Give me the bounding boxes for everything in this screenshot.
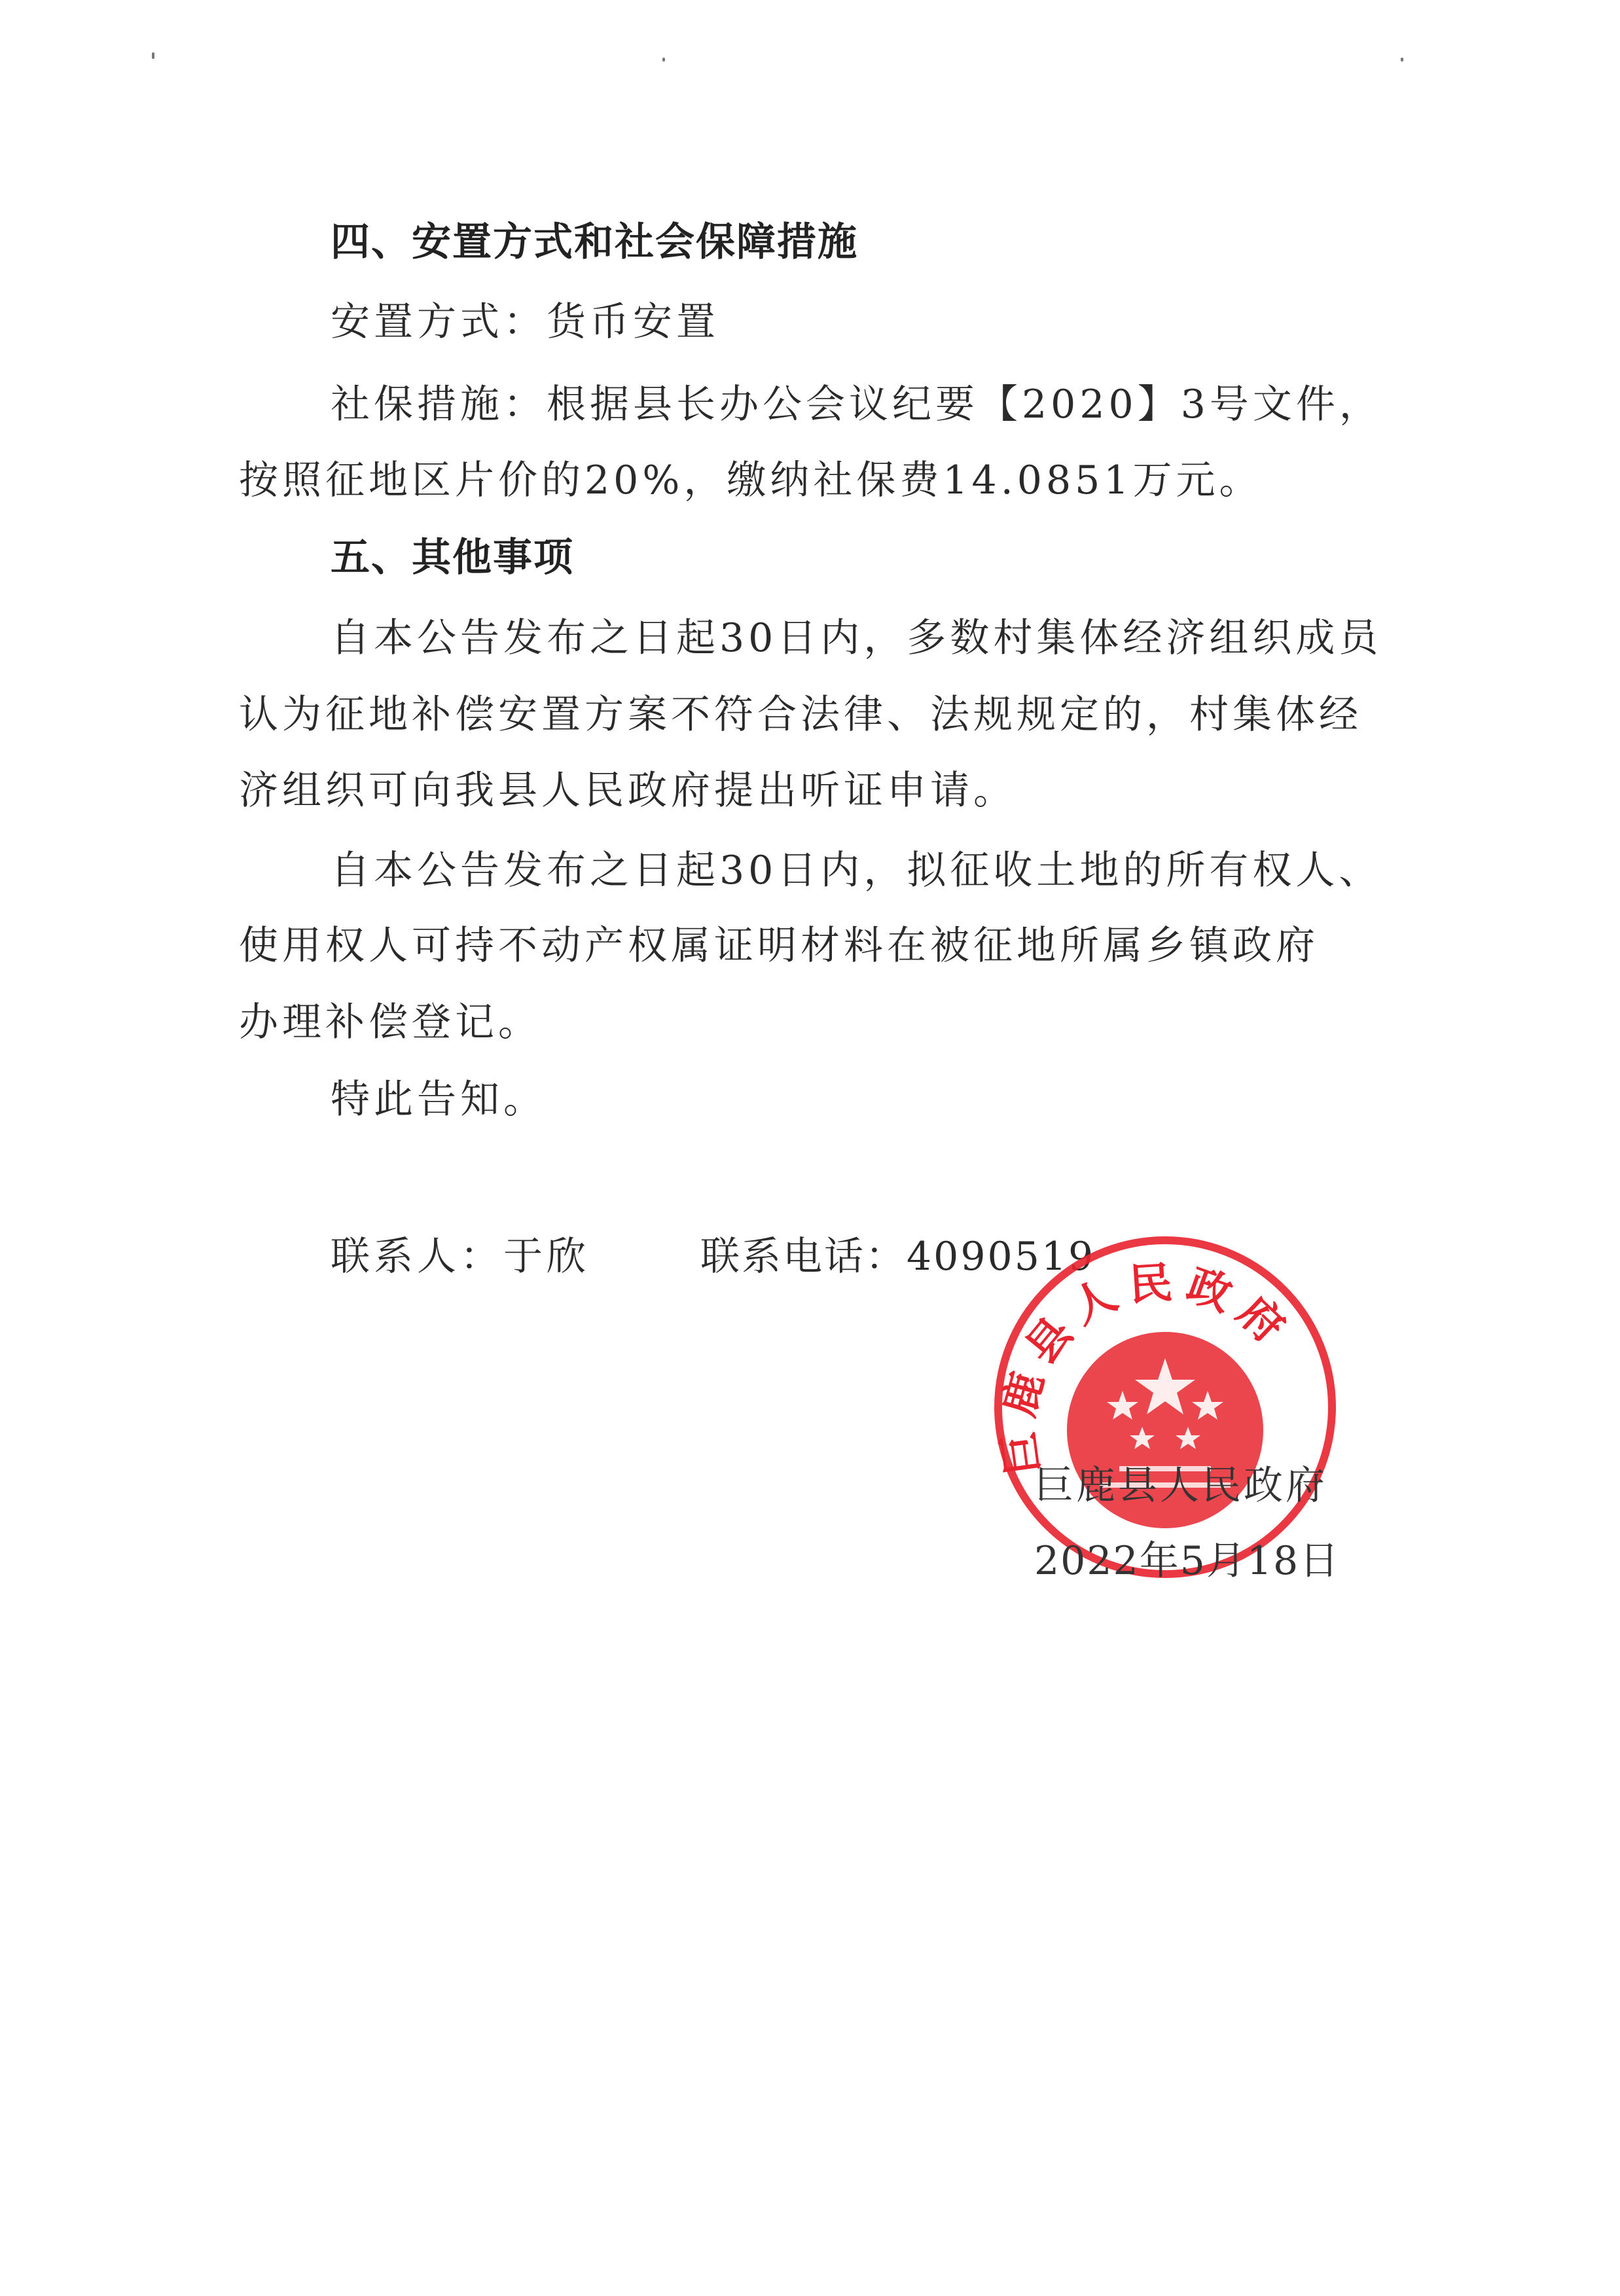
- svg-text:巨鹿县人民政府: 巨鹿县人民政府: [992, 1257, 1303, 1479]
- registration-para-line-3: 办理补偿登记。: [239, 999, 541, 1045]
- hearing-para-line-1: 自本公告发布之日起30日内，多数村集体经济组织成员: [331, 615, 1382, 661]
- scan-speck: [662, 58, 665, 62]
- issue-date: 2022年5月18日: [1034, 1538, 1341, 1584]
- scan-speck: [152, 52, 154, 59]
- resettlement-method: 安置方式：货币安置: [331, 299, 719, 345]
- closing-remark: 特此告知。: [331, 1077, 547, 1122]
- scan-speck: [1401, 58, 1403, 62]
- section-5-heading: 五、其他事项: [331, 535, 574, 581]
- section-4-heading: 四、安置方式和社会保障措施: [331, 219, 858, 265]
- hearing-para-line-2: 认为征地补偿安置方案不符合法律、法规规定的，村集体经: [239, 692, 1362, 738]
- contact-phone: 联系电话：4090519: [700, 1234, 1096, 1280]
- hearing-para-line-3: 济组织可向我县人民政府提出听证申请。: [239, 768, 1017, 814]
- official-seal-icon: [988, 1230, 1342, 1584]
- social-security-line-1: 社保措施：根据县长办公会议纪要【2020】3号文件，: [331, 382, 1382, 427]
- registration-para-line-2: 使用权人可持不动产权属证明材料在被征地所属乡镇政府: [239, 923, 1319, 969]
- issuer-name: 巨鹿县人民政府: [1034, 1463, 1327, 1509]
- contact-person: 联系人：于欣: [331, 1234, 590, 1280]
- registration-para-line-1: 自本公告发布之日起30日内，拟征收土地的所有权人、: [331, 848, 1382, 893]
- social-security-line-2: 按照征地区片价的20%，缴纳社保费14.0851万元。: [239, 457, 1263, 503]
